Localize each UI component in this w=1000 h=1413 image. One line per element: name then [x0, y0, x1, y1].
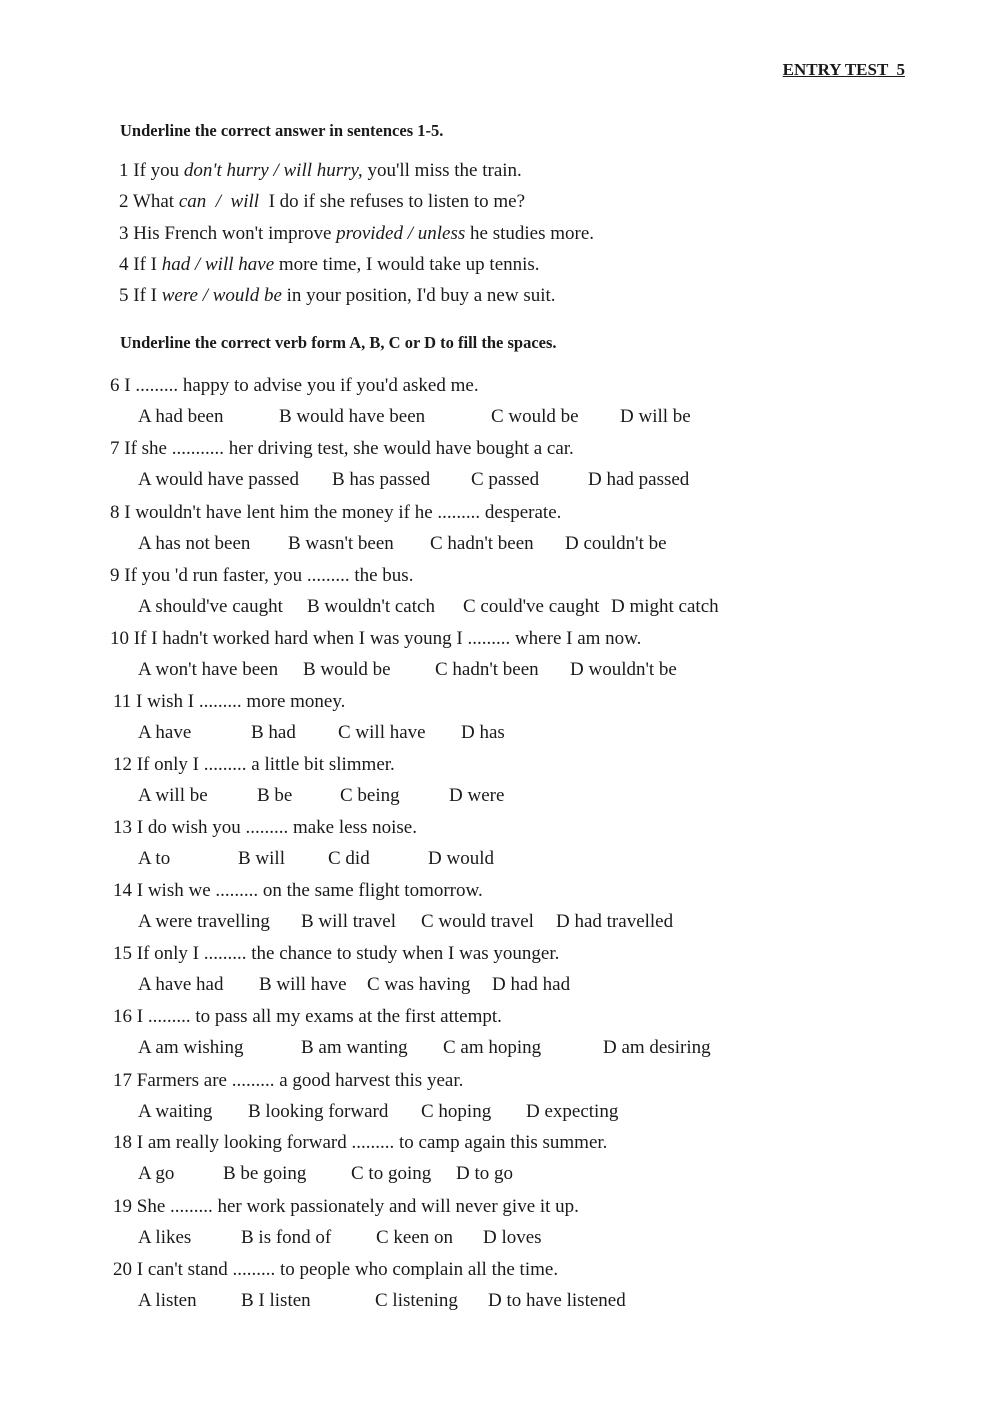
option-d[interactable]: D had travelled [556, 911, 674, 932]
option-c[interactable]: C passed [471, 469, 540, 490]
options-row [138, 848, 838, 874]
question-7: 7 If she ........... her driving test, she would have bought a car. [110, 438, 574, 459]
options-row [138, 406, 838, 432]
options-row [138, 785, 838, 811]
option-b[interactable]: B has passed [332, 469, 431, 490]
question-12: 12 If only I ......... a little bit slimmer. [113, 754, 395, 775]
options-row [138, 1290, 838, 1316]
option-a[interactable]: A have had [138, 974, 224, 995]
sentence-pre: If I [133, 254, 162, 275]
options-row [138, 722, 838, 748]
option-a[interactable]: A to [138, 848, 171, 869]
sentence-3 [119, 223, 594, 245]
options-row [138, 596, 838, 622]
option-c[interactable]: C am hoping [443, 1037, 542, 1058]
options-row [138, 1227, 838, 1253]
option-d[interactable]: D couldn't be [565, 533, 667, 554]
option-b[interactable]: B will have [259, 974, 347, 995]
answer-choice[interactable]: provided / unless [336, 223, 466, 244]
options-row [138, 974, 838, 1000]
section2-instruction: Underline the correct verb form A, B, C or D to fill the spaces. [120, 333, 557, 352]
page-title: ENTRY TEST 5 [782, 60, 905, 79]
option-c[interactable]: C to going [351, 1163, 432, 1184]
sentence-number: 3 [119, 223, 129, 244]
option-d[interactable]: D to go [456, 1163, 513, 1184]
question-13: 13 I do wish you ......... make less noise. [113, 817, 417, 838]
option-b[interactable]: B is fond of [241, 1227, 332, 1248]
option-d[interactable]: D had had [492, 974, 571, 995]
sentence-post: I do if she refuses to listen to me? [259, 191, 525, 212]
question-10: 10 If I hadn't worked hard when I was young I ......... where I am now. [110, 628, 642, 649]
option-b[interactable]: B would be [303, 659, 391, 680]
answer-choice[interactable]: had / will have [161, 254, 275, 275]
sentence-2 [119, 191, 525, 213]
answer-choice[interactable]: can / will [178, 191, 260, 212]
option-b[interactable]: B would have been [279, 406, 426, 427]
question-11: 11 I wish I ......... more money. [113, 691, 346, 712]
sentence-pre: If I [133, 285, 162, 306]
sentence-post: more time, I would take up tennis. [274, 254, 540, 275]
option-d[interactable]: D to have listened [488, 1290, 626, 1311]
options-row [138, 1037, 838, 1063]
option-c[interactable]: C did [328, 848, 370, 869]
option-d[interactable]: D loves [483, 1227, 542, 1248]
option-b[interactable]: B will [238, 848, 285, 869]
option-c[interactable]: C would be [491, 406, 579, 427]
option-b[interactable]: B wouldn't catch [307, 596, 435, 617]
question-18: 18 I am really looking forward ......... to camp again this summer. [113, 1132, 608, 1153]
section1-instruction: Underline the correct answer in sentences 1-5. [120, 121, 444, 140]
question-20: 20 I can't stand ......... to people who complain all the time. [113, 1259, 559, 1280]
option-c[interactable]: C will have [338, 722, 426, 743]
option-a[interactable]: A would have passed [138, 469, 299, 490]
option-c[interactable]: C keen on [376, 1227, 454, 1248]
option-c[interactable]: C hadn't been [435, 659, 539, 680]
option-b[interactable]: B wasn't been [288, 533, 394, 554]
option-d[interactable]: D am desiring [603, 1037, 711, 1058]
option-c[interactable]: C listening [375, 1290, 458, 1311]
option-b[interactable]: B had [251, 722, 296, 743]
option-b[interactable]: B am wanting [301, 1037, 408, 1058]
option-a[interactable]: A have [138, 722, 192, 743]
option-d[interactable]: D wouldn't be [570, 659, 677, 680]
sentence-number: 2 [119, 191, 129, 212]
question-17: 17 Farmers are ......... a good harvest this year. [113, 1070, 464, 1091]
sentence-number: 1 [119, 160, 129, 181]
option-c[interactable]: C would travel [421, 911, 534, 932]
question-15: 15 If only I ......... the chance to study when I was younger. [113, 943, 560, 964]
options-row [138, 469, 838, 495]
option-d[interactable]: D would [428, 848, 494, 869]
option-b[interactable]: B I listen [241, 1290, 311, 1311]
options-row [138, 659, 838, 685]
option-a[interactable]: A had been [138, 406, 224, 427]
sentence-pre: What [132, 191, 179, 212]
sentence-post: he studies more. [465, 223, 595, 244]
option-b[interactable]: B looking forward [248, 1101, 389, 1122]
option-b[interactable]: B be going [223, 1163, 307, 1184]
question-19: 19 She ......... her work passionately and will never give it up. [113, 1196, 579, 1217]
option-c[interactable]: C hadn't been [430, 533, 534, 554]
option-b[interactable]: B be [257, 785, 293, 806]
option-d[interactable]: D expecting [526, 1101, 619, 1122]
sentence-5 [119, 285, 556, 307]
sentence-pre: If you [133, 160, 184, 181]
question-6: 6 I ......... happy to advise you if you'd asked me. [110, 375, 479, 396]
sentence-number: 5 [119, 285, 129, 306]
option-a[interactable]: A has not been [138, 533, 251, 554]
sentence-number: 4 [119, 254, 129, 275]
option-d[interactable]: D were [449, 785, 505, 806]
question-14: 14 I wish we ......... on the same flight tomorrow. [113, 880, 483, 901]
options-row [138, 533, 838, 559]
sentence-post: in your position, I'd buy a new suit. [281, 285, 556, 306]
question-8: 8 I wouldn't have lent him the money if he ......... desperate. [110, 502, 562, 523]
question-9: 9 If you 'd run faster, you ......... the bus. [110, 565, 414, 586]
answer-choice[interactable]: were / would be [161, 285, 282, 306]
sentence-1 [119, 160, 522, 182]
option-a[interactable]: A waiting [138, 1101, 213, 1122]
option-a[interactable]: A listen [138, 1290, 197, 1311]
question-16: 16 I ......... to pass all my exams at the first attempt. [113, 1006, 502, 1027]
option-a[interactable]: A were travelling [138, 911, 270, 932]
option-c[interactable]: C could've caught [463, 596, 600, 617]
option-a[interactable]: A won't have been [138, 659, 279, 680]
option-d[interactable]: D had passed [588, 469, 690, 490]
option-c[interactable]: C being [340, 785, 400, 806]
option-a[interactable]: A am wishing [138, 1037, 244, 1058]
option-a[interactable]: A likes [138, 1227, 192, 1248]
option-a[interactable]: A should've caught [138, 596, 283, 617]
option-c[interactable]: C was having [367, 974, 471, 995]
sentence-pre: His French won't improve [133, 223, 337, 244]
sentence-post: you'll miss the train. [362, 160, 522, 181]
option-d[interactable]: D might catch [611, 596, 719, 617]
option-a[interactable]: A go [138, 1163, 175, 1184]
options-row [138, 1163, 838, 1189]
options-row [138, 1101, 838, 1127]
answer-choice[interactable]: don't hurry / will hurry, [183, 160, 363, 181]
options-row [138, 911, 838, 937]
option-c[interactable]: C hoping [421, 1101, 492, 1122]
option-d[interactable]: D has [461, 722, 505, 743]
option-a[interactable]: A will be [138, 785, 208, 806]
option-b[interactable]: B will travel [301, 911, 396, 932]
option-d[interactable]: D will be [620, 406, 691, 427]
sentence-4 [119, 254, 540, 276]
